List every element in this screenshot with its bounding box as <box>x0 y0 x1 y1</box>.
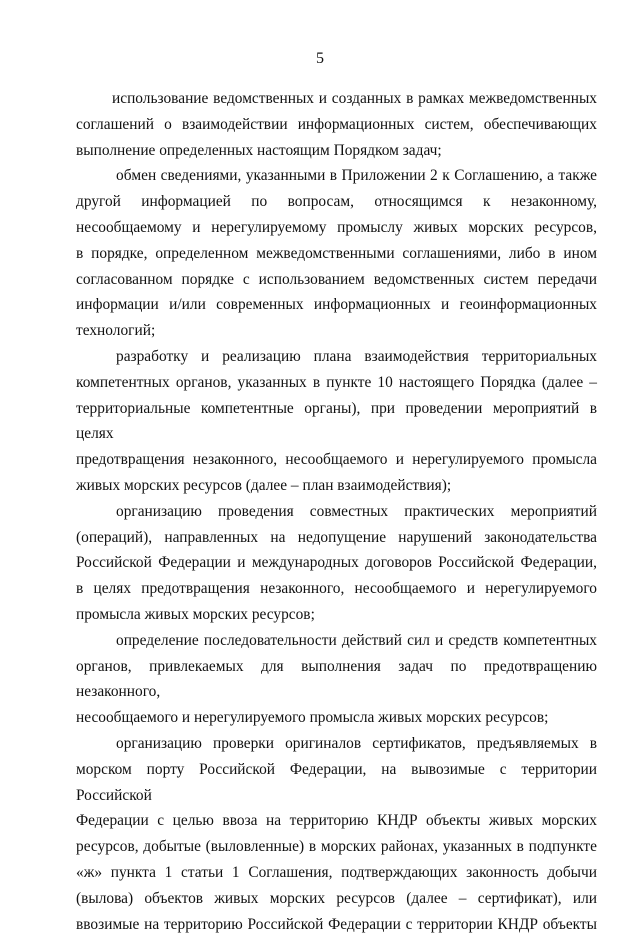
text-line <box>76 576 597 602</box>
text-line <box>76 138 597 164</box>
text-line-content: предотвращения незаконного, несообщаемого и нерегулируемого промысла <box>76 451 597 468</box>
text-line-content: в порядке, определенном межведомственными соглашениями, либо в ином <box>76 245 597 262</box>
text-line <box>76 860 597 886</box>
text-line <box>76 834 597 860</box>
text-line-content: определение последовательности действий сил и средств компетентных <box>116 632 597 649</box>
text-line <box>76 370 597 396</box>
text-line-content: органов, привлекаемых для выполнения задач по предотвращению незаконного, <box>76 658 597 701</box>
text-line-content: организацию проведения совместных практических мероприятий <box>116 503 597 520</box>
text-line <box>76 654 597 706</box>
text-line <box>76 344 597 370</box>
text-line <box>76 86 597 112</box>
text-line-content: выполнение определенных настоящим Порядком задач; <box>76 142 442 159</box>
text-line <box>76 189 597 215</box>
text-line <box>76 808 597 834</box>
text-line-content: Российской Федерации и международных договоров Российской Федерации, <box>76 554 597 571</box>
text-line <box>76 215 597 241</box>
text-line-content: соглашений о взаимодействии информационных систем, обеспечивающих <box>76 116 597 133</box>
text-line-content: территориальные компетентные органы), при проведении мероприятий в целях <box>76 400 597 443</box>
text-line-content: организацию проверки оригиналов сертификатов, предъявляемых в <box>116 735 597 752</box>
text-line-content: несообщаемому и нерегулируемому промыслу живых морских ресурсов, <box>76 219 597 236</box>
text-line <box>76 550 597 576</box>
text-line-content: компетентных органов, указанных в пункте 10 настоящего Порядка (далее – <box>76 374 597 391</box>
text-line <box>76 292 597 318</box>
text-line <box>76 112 597 138</box>
text-line-content: несообщаемого и нерегулируемого промысла живых морских ресурсов; <box>76 709 548 726</box>
text-line-content: разработку и реализацию плана взаимодействия территориальных <box>116 348 597 365</box>
text-line-content: другой информацией по вопросам, относящимся к незаконному, <box>76 193 597 210</box>
text-line <box>76 757 597 809</box>
text-line <box>76 886 597 912</box>
text-line-content: согласованном порядке с использованием ведомственных систем передачи <box>76 271 597 288</box>
text-line-content: ввозимые на территорию Российской Федерации с территории КНДР объекты <box>76 916 597 933</box>
text-line-content: Федерации с целью ввоза на территорию КНДР объекты живых морских <box>76 812 597 829</box>
text-line <box>76 705 597 731</box>
text-line <box>76 473 597 499</box>
text-line-content: в целях предотвращения незаконного, несообщаемого и нерегулируемого <box>76 580 597 597</box>
text-line-content: технологий; <box>76 322 155 339</box>
text-line-content: (операций), направленных на недопущение нарушений законодательства <box>76 529 597 546</box>
text-line-content: «ж» пункта 1 статьи 1 Соглашения, подтверждающих законность добычи <box>76 864 597 881</box>
text-line <box>76 912 597 937</box>
text-line-content: промысла живых морских ресурсов; <box>76 606 315 623</box>
text-line <box>76 525 597 551</box>
text-line-content: ресурсов, добытые (выловленные) в морских районах, указанных в подпункте <box>76 838 597 855</box>
text-line <box>76 241 597 267</box>
text-line <box>76 447 597 473</box>
document-body <box>76 86 597 937</box>
text-line <box>76 499 597 525</box>
text-line-content: обмен сведениями, указанными в Приложении 2 к Соглашению, а также <box>116 167 597 184</box>
text-line-content: использование ведомственных и созданных в рамках межведомственных <box>112 90 597 107</box>
text-line-content: (вылова) объектов живых морских ресурсов (далее – сертификат), или <box>76 890 597 907</box>
text-line <box>76 731 597 757</box>
text-line <box>76 396 597 448</box>
text-line-content: морском порту Российской Федерации, на вывозимые с территории Российской <box>76 761 597 804</box>
text-line <box>76 628 597 654</box>
text-line <box>76 163 597 189</box>
text-line <box>76 318 597 344</box>
text-line-content: живых морских ресурсов (далее – план взаимодействия); <box>76 477 451 494</box>
page-number: 5 <box>0 50 640 68</box>
text-line <box>76 267 597 293</box>
text-line-content: информации и/или современных информационных и геоинформационных <box>76 296 597 313</box>
text-line <box>76 602 597 628</box>
